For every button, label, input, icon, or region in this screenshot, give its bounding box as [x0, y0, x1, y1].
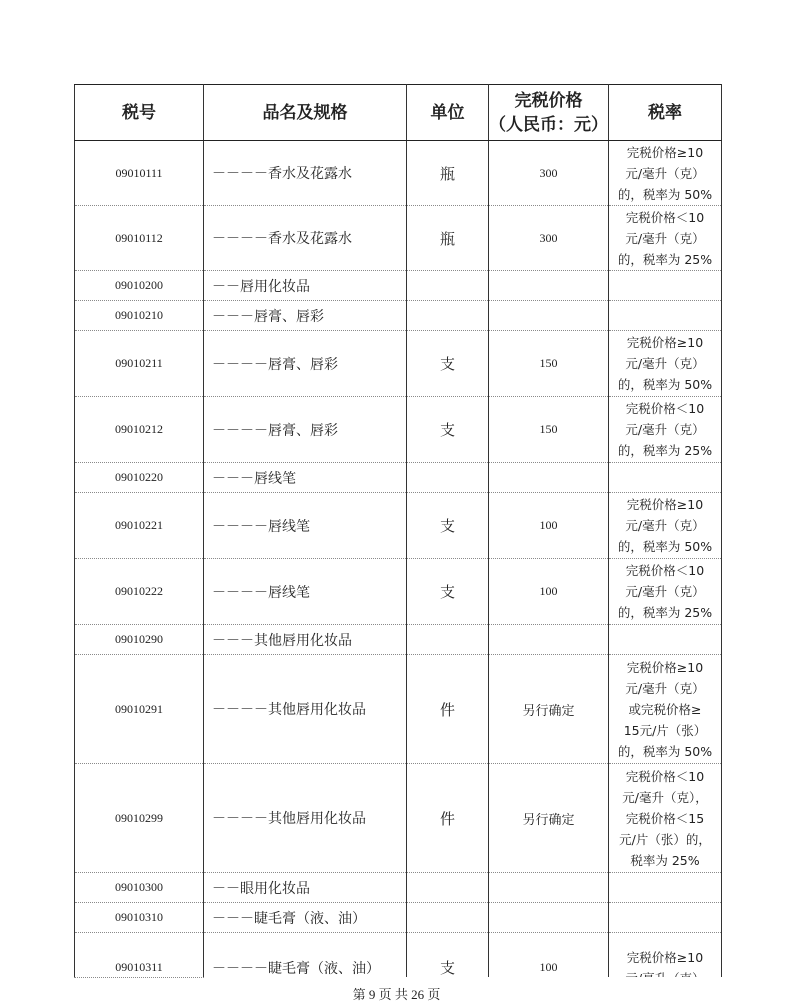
cell-tax-rate [609, 301, 722, 331]
cell-duty-price: 另行确定 [489, 764, 609, 873]
cell-tax-code: 09010210 [75, 301, 204, 331]
tax-rate-line: 元/毫升（克） [625, 518, 705, 533]
cell-tax-code: 09010212 [75, 397, 204, 463]
tax-rate-line: 的，税率为 50% [617, 377, 713, 392]
cell-duty-price [489, 873, 609, 903]
header-unit: 单位 [407, 85, 489, 141]
tax-rate-line: 元/毫升（克） [625, 356, 705, 371]
cell-duty-price: 100 [489, 493, 609, 559]
cell-tax-rate [609, 463, 722, 493]
tax-rate-line: 元/毫升（克） [625, 422, 705, 437]
tax-rate-line: 的，税率为 25% [617, 605, 713, 620]
cell-unit [407, 271, 489, 301]
cell-duty-price: 150 [489, 397, 609, 463]
cell-unit: 件 [407, 764, 489, 873]
cell-item-name: －－－睫毛膏（液、油） [204, 903, 407, 933]
cell-duty-price: 100 [489, 933, 609, 1003]
cell-duty-price: 300 [489, 141, 609, 206]
tax-rate-line: 的，税率为 25% [617, 251, 713, 267]
cell-tax-rate [609, 625, 722, 655]
cell-tax-code: 09010311 [75, 933, 204, 1003]
cell-duty-price [489, 625, 609, 655]
tax-rate-line: 元/毫升（克） [625, 230, 705, 246]
cell-unit [407, 873, 489, 903]
tax-rate-line: 完税价格＜15 [625, 810, 705, 826]
cell-tax-code: 09010220 [75, 463, 204, 493]
header-name: 品名及规格 [204, 85, 407, 141]
tax-rate-line: 完税价格≥10 [626, 335, 704, 350]
cell-tax-code: 09010310 [75, 903, 204, 933]
table-row [75, 141, 722, 206]
cell-item-name: －－－唇线笔 [204, 463, 407, 493]
cell-tax-code: 09010111 [75, 141, 204, 206]
tax-rate-line: 15元/片（张） [623, 722, 707, 738]
table-row [75, 903, 722, 933]
table-header-row [75, 85, 722, 141]
table-row [75, 463, 722, 493]
cell-tax-rate [609, 331, 722, 397]
table-row [75, 764, 722, 873]
cell-tax-code: 09010222 [75, 559, 204, 625]
tax-rate-line: 的，税率为 50% [617, 539, 713, 554]
tax-rate-line: 的，税率为 50% [617, 186, 713, 202]
cell-duty-price [489, 301, 609, 331]
cell-unit: 件 [407, 655, 489, 764]
cell-item-name: －－－－睫毛膏（液、油） [204, 933, 407, 1003]
cell-unit: 支 [407, 933, 489, 1003]
table-row [75, 271, 722, 301]
cell-tax-rate [609, 397, 722, 463]
cell-duty-price [489, 271, 609, 301]
tax-rate-table [74, 84, 722, 1003]
table-row [75, 655, 722, 764]
cell-duty-price: 300 [489, 206, 609, 271]
cell-unit: 瓶 [407, 141, 489, 206]
cell-unit [407, 625, 489, 655]
cell-tax-code: 09010221 [75, 493, 204, 559]
tax-rate-line: 完税价格＜10 [625, 563, 705, 578]
table-row [75, 493, 722, 559]
cell-tax-code: 09010291 [75, 655, 204, 764]
table-row [75, 206, 722, 271]
tax-rate-line: 元/毫升（克）， [622, 789, 708, 805]
cell-unit: 支 [407, 559, 489, 625]
cell-unit: 支 [407, 397, 489, 463]
cell-item-name: －－－其他唇用化妆品 [204, 625, 407, 655]
tax-rate-line: 或完税价格≥ [628, 701, 702, 717]
tax-rate-line: 的，税率为 50% [617, 743, 713, 759]
header-code: 税号 [75, 85, 204, 141]
header-price [489, 85, 609, 141]
cell-tax-rate [609, 271, 722, 301]
tax-rate-line: 完税价格≥10 [626, 144, 704, 160]
cell-tax-rate [609, 206, 722, 271]
cell-item-name: －－－－香水及花露水 [204, 141, 407, 206]
tax-rate-line: 完税价格≥10 [626, 659, 704, 675]
cell-unit [407, 301, 489, 331]
table-row [75, 301, 722, 331]
table-row [75, 559, 722, 625]
page-number: 第 9 页 共 26 页 [352, 987, 441, 1002]
cell-tax-rate [609, 655, 722, 764]
cell-item-name: －－－－唇膏、唇彩 [204, 331, 407, 397]
table-row [75, 397, 722, 463]
cell-tax-rate [609, 873, 722, 903]
cell-tax-code: 09010112 [75, 206, 204, 271]
cell-item-name: －－－－唇线笔 [204, 493, 407, 559]
cell-item-name: －－唇用化妆品 [204, 271, 407, 301]
cell-unit: 支 [407, 331, 489, 397]
header-price-line2: （人民币：元） [489, 114, 608, 135]
tax-rate-line: 元/毫升（克） [625, 584, 705, 599]
cell-tax-code: 09010211 [75, 331, 204, 397]
cell-item-name: －－－－唇膏、唇彩 [204, 397, 407, 463]
cell-item-name: －－－－香水及花露水 [204, 206, 407, 271]
cell-unit: 瓶 [407, 206, 489, 271]
cell-duty-price: 100 [489, 559, 609, 625]
cell-item-name: －－眼用化妆品 [204, 873, 407, 903]
cell-tax-code: 09010299 [75, 764, 204, 873]
cell-unit [407, 463, 489, 493]
cell-unit: 支 [407, 493, 489, 559]
cell-item-name: －－－唇膏、唇彩 [204, 301, 407, 331]
tax-rate-line: 元/片（张）的， [619, 831, 711, 847]
cell-unit [407, 903, 489, 933]
table-row [75, 873, 722, 903]
cell-duty-price [489, 903, 609, 933]
cell-duty-price: 另行确定 [489, 655, 609, 764]
tax-rate-line: 元/毫升（克） [625, 165, 705, 181]
tax-rate-line: 完税价格＜10 [625, 768, 705, 784]
header-rate: 税率 [609, 85, 722, 141]
table-body [75, 141, 722, 1003]
tax-rate-line: 完税价格＜10 [625, 401, 705, 416]
cell-tax-rate [609, 141, 722, 206]
table-row [75, 625, 722, 655]
cell-duty-price: 150 [489, 331, 609, 397]
tax-rate-line: 的，税率为 25% [617, 443, 713, 458]
table-row [75, 331, 722, 397]
tax-rate-line: 完税价格≥10 [626, 497, 704, 512]
tax-rate-line: 完税价格≥10 [626, 949, 704, 965]
cell-tax-rate [609, 559, 722, 625]
cell-tax-code: 09010290 [75, 625, 204, 655]
tax-rate-line: 完税价格＜10 [625, 209, 705, 225]
cell-tax-code: 09010300 [75, 873, 204, 903]
tax-rate-line: 元/毫升（克） [625, 680, 705, 696]
cell-item-name: －－－－唇线笔 [204, 559, 407, 625]
cell-item-name: －－－－其他唇用化妆品 [204, 764, 407, 873]
cell-item-name: －－－－其他唇用化妆品 [204, 655, 407, 764]
cell-duty-price [489, 463, 609, 493]
cell-tax-code: 09010200 [75, 271, 204, 301]
header-price-line1: 完税价格 [514, 90, 583, 111]
cell-tax-rate [609, 903, 722, 933]
cell-tax-rate [609, 493, 722, 559]
table-cut-line [74, 977, 204, 979]
tax-rate-line: 税率为 25% [630, 852, 700, 868]
cell-tax-rate [609, 764, 722, 873]
